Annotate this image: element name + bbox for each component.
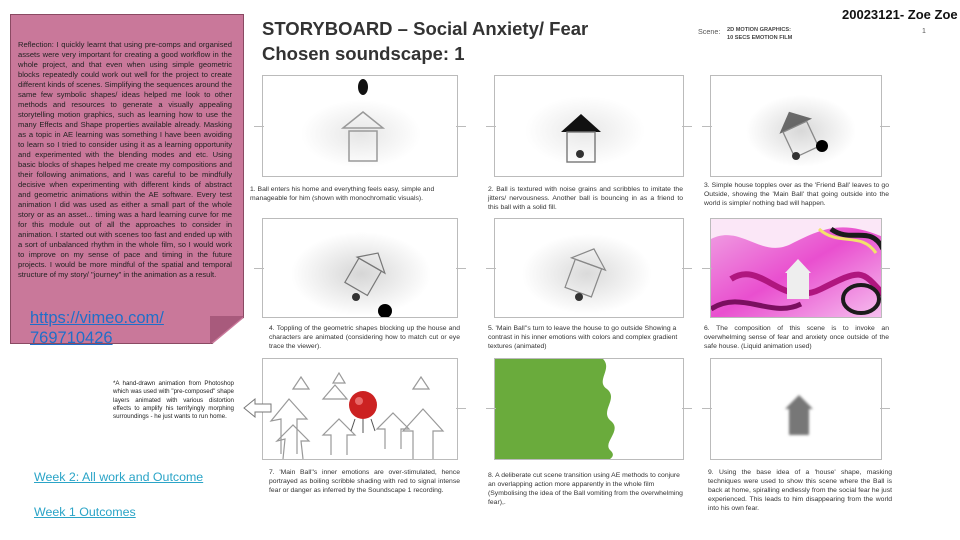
storyboard-frame-1 [262, 75, 458, 177]
frame-3-illustration [711, 76, 882, 177]
tick-mark [486, 126, 496, 127]
left-arrow-icon [243, 397, 273, 419]
caption-7: 7. 'Main Ball''s inner emotions are over-stimulated, hence portrayed as boiling scribble shading with red to signal intense fear or danger as inferred by the Soundscape 1 recording. [269, 469, 460, 494]
storyboard-frame-8 [494, 358, 684, 460]
ball-icon [575, 293, 583, 301]
tick-mark [702, 126, 712, 127]
caption-8: 8. A deliberate cut scene transition using AE methods to conjure an overlapping action more apparently in the whole film (Symbolising the idea of the Ball vomiting from the overwhelming fear),. [488, 472, 683, 506]
tick-mark [254, 268, 264, 269]
ball-icon [352, 293, 360, 301]
tick-mark [880, 268, 890, 269]
tick-mark [456, 408, 466, 409]
storyboard-frame-4 [262, 218, 458, 318]
storyboard-frame-2 [494, 75, 684, 177]
vimeo-link-line2[interactable]: 769710426 [30, 329, 113, 347]
tick-mark [880, 126, 890, 127]
vimeo-link-line1[interactable]: https://vimeo.com/ [30, 309, 164, 327]
hand-drawn-note: *A hand-drawn animation from Photoshop which was used with "pre-composed" shape layers animated with various distortion effects to amplify his terrifyingly morphing surroundings - he just wants to run home. [113, 380, 234, 421]
green-vomit-shape [495, 359, 615, 460]
tick-mark [486, 268, 496, 269]
tick-mark [682, 268, 692, 269]
week2-link[interactable]: Week 2: All work and Outcome [34, 470, 204, 484]
friend-ball-icon [816, 140, 828, 152]
scene-value-line2: 10 SECS EMOTION FILM [727, 35, 793, 41]
caption-6: 6. The composition of this scene is to invoke an overwhelming sense of fear and anxiety once outside of the safe house. (Liquid animation used) [704, 325, 889, 350]
friend-ball-icon [378, 304, 392, 318]
caption-1: 1. Ball enters his home and everything feels easy, simple and manageable for him (shown with monochromatic visuals). [250, 186, 435, 202]
tick-mark [702, 268, 712, 269]
tick-mark [880, 408, 890, 409]
caption-2: 2. Ball is textured with noise grains and scribbles to imitate the jitters/ nervousness. Another ball is bouncing in as a friend to this ball with a solid fill. [488, 186, 683, 211]
ball-icon [576, 150, 584, 158]
tick-mark [254, 126, 264, 127]
tick-mark [486, 408, 496, 409]
frame-5-illustration [495, 219, 684, 318]
frame-2-illustration [495, 76, 684, 177]
frame-6-illustration [711, 219, 882, 318]
student-id: 20023121- Zoe Zoe [842, 7, 958, 22]
frame-4-illustration [263, 219, 458, 318]
tick-mark [456, 268, 466, 269]
page-number: 1 [922, 28, 926, 35]
caption-9: 9. Using the base idea of a 'house' shape, masking techniques were used to show this scene where the Ball is back at home, spiralling endlessly from the social fear he just experienced. This leads to him disappearing from the world into his own fear. [708, 469, 892, 512]
frame-8-illustration [495, 359, 684, 460]
frame-1-illustration [263, 76, 458, 177]
page-title: STORYBOARD – Social Anxiety/ Fear [262, 18, 589, 39]
storyboard-frame-9 [710, 358, 882, 460]
tick-mark [702, 408, 712, 409]
scene-value-line1: 2D MOTION GRAPHICS: [727, 27, 792, 33]
vimeo-link[interactable] [30, 308, 200, 348]
storyboard-frame-3 [710, 75, 882, 177]
caption-5: 5. 'Main Ball''s turn to leave the house to go outside Showing a contrast in his inner emotions with colors and complex gradient textures (animated) [488, 325, 678, 350]
page-subtitle: Chosen soundscape: 1 [262, 43, 465, 64]
reflection-text: Reflection: I quickly learnt that using pre-comps and organised assets were very important for creating a good workflow in the whole project, and that even when using simple geometric blocks repeatedly could work out well for the project to create different kinds of scenes. Simplifying the sequences around the same few symbolic shapes/ ideas helped me look to other methods and resources to generate a visually appealing storytelling motion graphics, such as learning how to use the many Effects and Shape properties available already. Masking as a topic in AE learning was something I have been avoiding to learn so I tried to consider using it as a learning opportunity and experimented with the blending modes and etc. Using basic blocks of shapes helped me create my compositions and their following animations, and I was careful to be mindfully decisive when experimenting with different kinds of abstract and geometric animations within the AE software. Every test animation I did was used as either a small part of the whole story or as an asset... timing was a hard learning curve for me for this module out of all the approaches to consider in animation. I started out with scenes too fast and ended up with a sort of unbalanced rhythm in the whole film, so I would work to improve on my sense of pace and timing in the future projects. I would be more mindful of the spatial and temporal structure of my story/ "journey" in the animation as a result. [18, 40, 232, 279]
tick-mark [456, 126, 466, 127]
caption-4: 4. Toppling of the geometric shapes blocking up the house and characters are animated (considering how to match cut or eye trace the viewer). [269, 325, 460, 350]
red-ball-icon [349, 391, 377, 419]
ball-icon [358, 79, 368, 95]
caption-3: 3. Simple house topples over as the 'Friend Ball' leaves to go Outside, showing the 'Main Ball' that going outside into the world is simple/ nothing bad will happen. [704, 182, 889, 207]
storyboard-frame-5 [494, 218, 684, 318]
storyboard-frame-6 [710, 218, 882, 318]
week1-link[interactable]: Week 1 Outcomes [34, 505, 136, 519]
ball-icon [792, 152, 800, 160]
frame-7-illustration [263, 359, 458, 460]
tick-mark [682, 408, 692, 409]
scene-label: Scene: [698, 27, 721, 36]
storyboard-frame-7 [262, 358, 458, 460]
tick-mark [682, 126, 692, 127]
frame-9-illustration [711, 359, 882, 460]
house-body-icon [787, 273, 809, 299]
scene-value [727, 26, 792, 42]
